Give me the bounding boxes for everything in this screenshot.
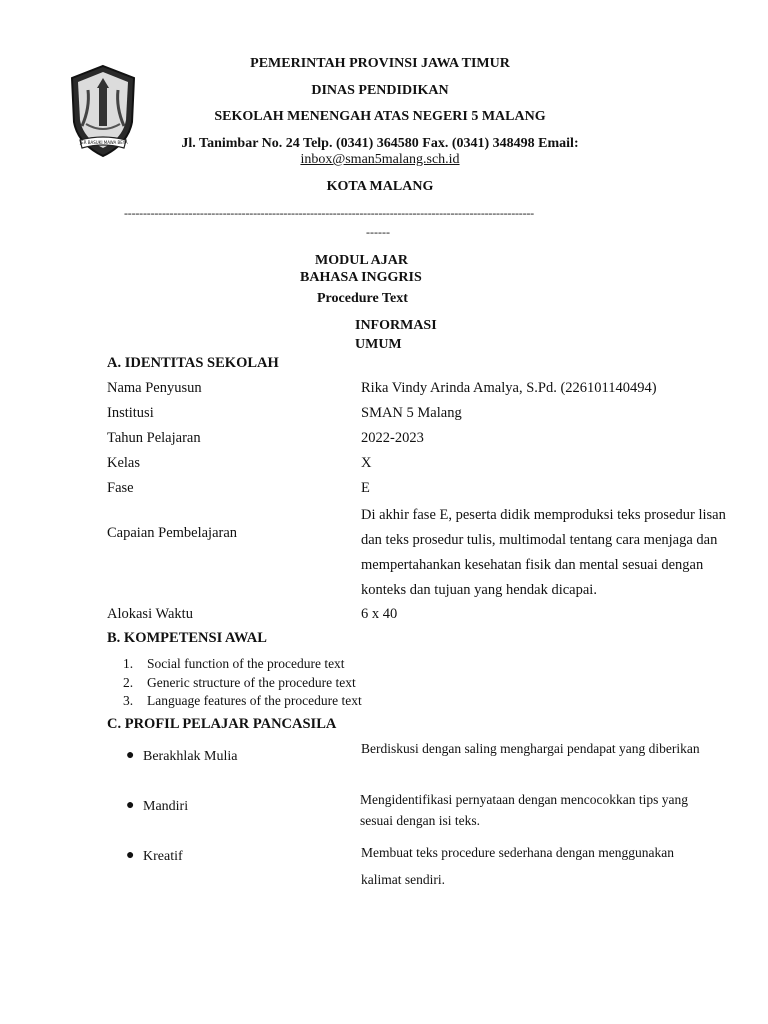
profile-desc-line: Berdiskusi dengan saling menghargai pendapat yang diberikan (361, 741, 700, 756)
value-alokasi-waktu: 6 x 40 (361, 606, 398, 622)
label-capaian-pembelajaran: Capaian Pembelajaran (107, 525, 238, 541)
label-kelas: Kelas (107, 455, 141, 471)
header-city: KOTA MALANG (326, 179, 434, 194)
profile-desc-kreatif (361, 839, 674, 893)
bullet-icon: ● (126, 798, 135, 813)
title-subject: BAHASA INGGRIS (300, 270, 422, 285)
section-c-heading: C. PROFIL PELAJAR PANCASILA (107, 716, 337, 732)
label-nama-penyusun: Nama Penyusun (107, 380, 202, 396)
label-tahun-pelajaran: Tahun Pelajaran (107, 430, 201, 446)
capaian-line: mempertahankan kesehatan fisik dan mental sesuai dengan (361, 557, 704, 573)
value-capaian-pembelajaran (361, 503, 756, 603)
value-fase: E (361, 480, 370, 496)
profile-label-mandiri: Mandiri (143, 799, 189, 814)
list-item-number: 2. (123, 675, 134, 690)
profile-desc-mandiri (360, 789, 688, 831)
list-item-number: 1. (123, 656, 134, 671)
value-nama-penyusun: Rika Vindy Arinda Amalya, S.Pd. (226101140494) (361, 380, 657, 396)
profile-label-berakhlak-mulia: Berakhlak Mulia (143, 749, 238, 764)
title-informasi: INFORMASI (355, 318, 437, 333)
header-department: DINAS PENDIDIKAN (311, 83, 449, 98)
header-address: Jl. Tanimbar No. 24 Telp. (0341) 364580 Fax. (0341) 348498 Email: (181, 136, 579, 151)
header-school-name: SEKOLAH MENENGAH ATAS NEGERI 5 MALANG (214, 109, 546, 124)
capaian-line: Di akhir fase E, peserta didik memproduksi teks prosedur lisan (361, 507, 726, 523)
title-modul-ajar: MODUL AJAR (315, 253, 408, 268)
bullet-icon: ● (126, 748, 135, 763)
header-divider-tail: ------ (366, 225, 390, 239)
bullet-icon: ● (126, 848, 135, 863)
capaian-line: konteks dan tujuan yang hendak dicapai. (361, 582, 597, 598)
logo-motto: JER BASUKI MAWA BEYA (80, 140, 128, 145)
list-item-number: 3. (123, 693, 134, 708)
value-institusi: SMAN 5 Malang (361, 405, 462, 421)
profile-desc-line: kalimat sendiri. (361, 872, 445, 887)
value-kelas: X (361, 455, 372, 471)
profile-desc-berakhlak-mulia (361, 738, 700, 760)
label-institusi: Institusi (107, 405, 154, 421)
header-government: PEMERINTAH PROVINSI JAWA TIMUR (250, 56, 510, 71)
title-umum: UMUM (355, 337, 402, 352)
list-item: Generic structure of the procedure text (147, 675, 356, 690)
label-alokasi-waktu: Alokasi Waktu (107, 606, 193, 622)
profile-desc-line: Membuat teks procedure sederhana dengan menggunakan (361, 845, 675, 860)
profile-label-kreatif: Kreatif (143, 849, 183, 864)
list-item: Social function of the procedure text (147, 656, 345, 671)
label-fase: Fase (107, 480, 134, 496)
header-email-link[interactable]: inbox@sman5malang.sch.id (300, 152, 460, 167)
header-divider: ------------------------------------------------------------------------------------------------------------ (124, 206, 534, 220)
value-tahun-pelajaran: 2022-2023 (361, 430, 424, 446)
profile-desc-line: Mengidentifikasi pernyataan dengan mencocokkan tips yang (360, 792, 689, 807)
title-topic: Procedure Text (317, 291, 408, 306)
capaian-line: dan teks prosedur tulis, multimodal tentang cara menjaga dan (361, 532, 718, 548)
section-a-heading: A. IDENTITAS SEKOLAH (107, 355, 279, 371)
profile-desc-line: sesuai dengan isi teks. (360, 813, 480, 828)
section-b-heading: B. KOMPETENSI AWAL (107, 630, 267, 646)
list-item: Language features of the procedure text (147, 693, 362, 708)
